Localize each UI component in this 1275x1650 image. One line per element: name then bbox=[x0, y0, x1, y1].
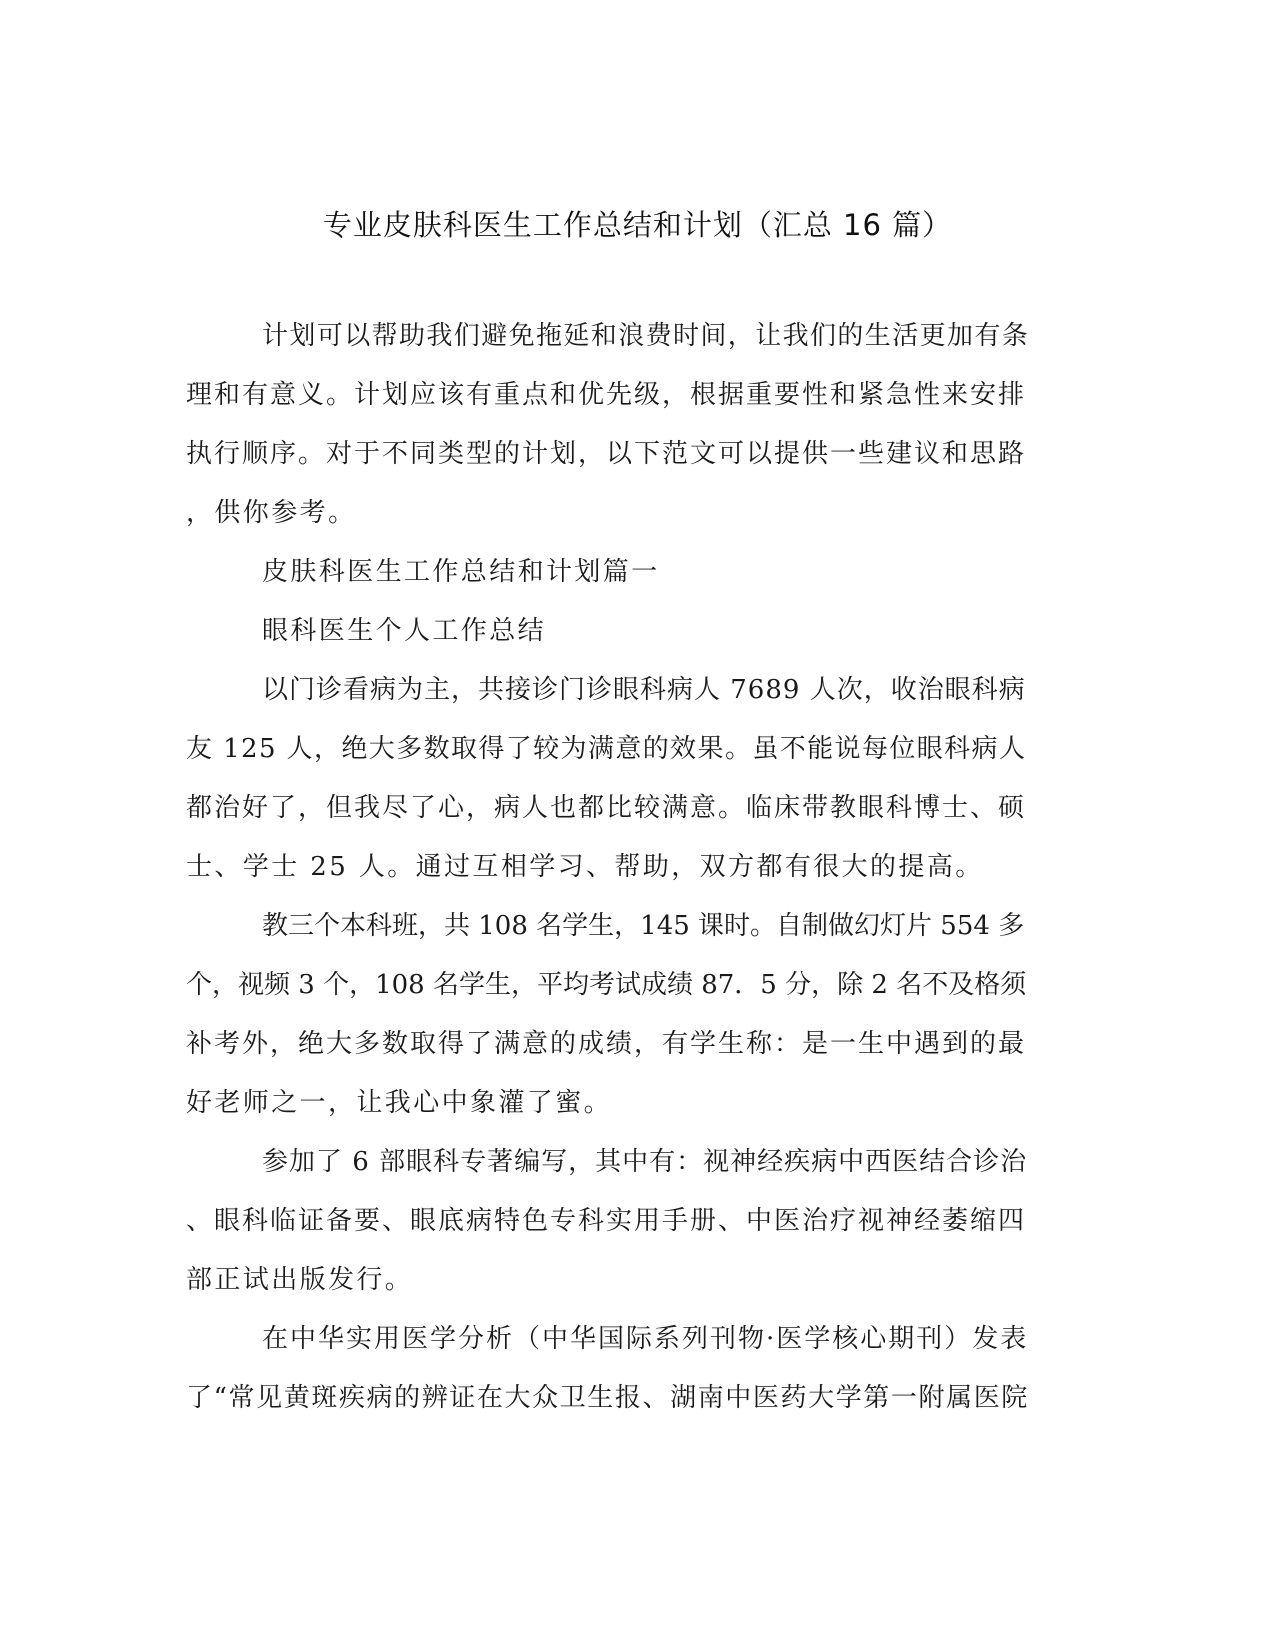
paragraph-line: 参加了 6 部眼科专著编写，其中有：视神经疾病中西医结合诊治 bbox=[262, 1147, 1028, 1177]
paragraph-line: 士、学士 25 人。通过互相学习、帮助，双方都有很大的提高。 bbox=[186, 852, 984, 882]
section-subheading: 眼科医生个人工作总结 bbox=[262, 616, 547, 646]
paragraph-line: 理和有意义。计划应该有重点和优先级，根据重要性和紧急性来安排 bbox=[186, 380, 1027, 410]
paragraph-line: 以门诊看病为主，共接诊门诊眼科病人 7689 人次，收治眼科病 bbox=[262, 675, 1026, 705]
paragraph-line: 个，视频 3 个，108 名学生，平均考试成绩 87．5 分，除 2 名不及格须 bbox=[186, 970, 1027, 1000]
paragraph-line: 教三个本科班，共 108 名学生，145 课时。自制做幻灯片 554 多 bbox=[262, 911, 1025, 941]
paragraph-line: 好老师之一，让我心中象灌了蜜。 bbox=[186, 1088, 613, 1118]
section-heading: 皮肤科医生工作总结和计划篇一 bbox=[262, 557, 660, 587]
paragraph-line: 友 125 人，绝大多数取得了较为满意的效果。虽不能说每位眼科病人 bbox=[186, 734, 1027, 764]
document-title: 专业皮肤科医生工作总结和计划（汇总 16 篇） bbox=[322, 208, 953, 242]
paragraph-line: 在中华实用医学分析（中华国际系列刊物·医学核心期刊）发表 bbox=[262, 1324, 1029, 1354]
paragraph-line: 部正试出版发行。 bbox=[186, 1265, 414, 1295]
paragraph-line: 计划可以帮助我们避免拖延和浪费时间，让我们的生活更加有条 bbox=[262, 321, 1030, 351]
paragraph-line: 了“常见黄斑疾病的辨证在大众卫生报、湖南中医药大学第一附属医院 bbox=[186, 1383, 1029, 1413]
paragraph-line: ，供你参考。 bbox=[186, 498, 357, 528]
paragraph-line: 执行顺序。对于不同类型的计划，以下范文可以提供一些建议和思路 bbox=[186, 439, 1027, 469]
paragraph-line: 补考外，绝大多数取得了满意的成绩，有学生称：是一生中遇到的最 bbox=[186, 1029, 1027, 1059]
paragraph-line: 都治好了，但我尽了心，病人也都比较满意。临床带教眼科博士、硕 bbox=[186, 793, 1027, 823]
paragraph-line: 、眼科临证备要、眼底病特色专科实用手册、中医治疗视神经萎缩四 bbox=[186, 1206, 1027, 1236]
